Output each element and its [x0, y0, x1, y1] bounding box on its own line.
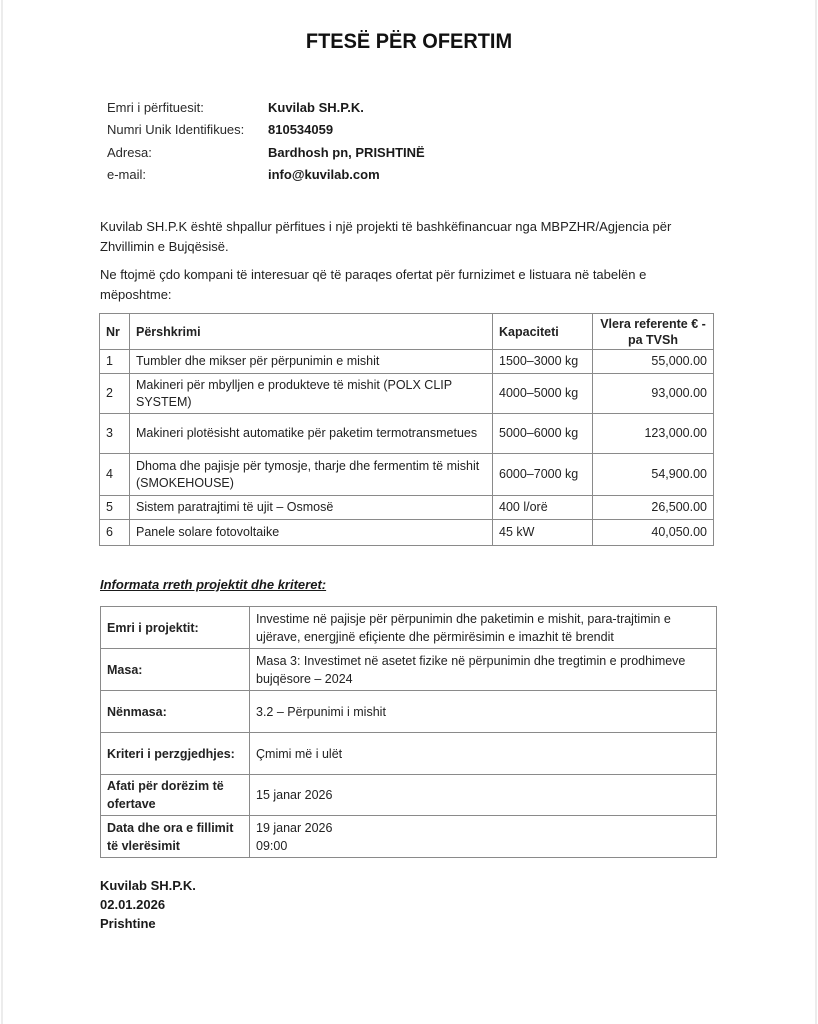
beneficiary-name-row — [107, 96, 425, 119]
signature-block — [100, 876, 196, 933]
header-value: Vlera referente € - pa TVSh — [593, 314, 714, 350]
cell-description: Sistem paratrajtimi të ujit – Osmosë — [130, 496, 493, 520]
cell-value: 15 janar 2026 — [250, 775, 717, 816]
table-row — [101, 649, 717, 691]
table-row — [100, 350, 714, 374]
table-row — [100, 454, 714, 496]
cell-capacity: 45 kW — [493, 520, 593, 546]
cell-description: Makineri plotësisht automatike për paketim termotransmetues — [130, 414, 493, 454]
header-capacity: Kapaciteti — [493, 314, 593, 350]
info-value: info@kuvilab.com — [268, 167, 380, 183]
cell-label: Emri i projektit: — [101, 607, 250, 649]
info-value: 810534059 — [268, 122, 334, 138]
beneficiary-email-row — [107, 164, 425, 187]
table-row — [101, 775, 717, 816]
cell-label: Nënmasa: — [101, 691, 250, 733]
cell-value: 54,900.00 — [593, 454, 714, 496]
cell-value: 40,050.00 — [593, 520, 714, 546]
info-label: Adresa: — [107, 144, 152, 160]
cell-label: Kriteri i perzgjedhjes: — [101, 733, 250, 775]
document-title: FTESË PËR OFERTIM — [305, 30, 513, 53]
page-edge — [1, 0, 3, 1024]
info-label: Emri i përfituesit: — [107, 99, 204, 115]
header-nr: Nr — [100, 314, 130, 350]
table-row — [101, 733, 717, 775]
beneficiary-info — [107, 96, 425, 186]
invite-paragraph: Ne ftojmë çdo kompani të interesuar që të paraqes ofertat për furnizimet e listuara në tabelën e mëposhtme: — [100, 267, 647, 302]
project-info-table — [100, 606, 717, 858]
cell-value: Investime në pajisje për përpunimin dhe paketimin e mishit, para-trajtimin e ujërave, energjinë efiçiente dhe përmirësimin e imazhit të brendit — [250, 607, 717, 649]
header-description: Përshkrimi — [130, 314, 493, 350]
cell-label: Afati për dorëzim të ofertave — [101, 775, 250, 816]
table-header-row — [100, 314, 714, 350]
footer-company: Kuvilab SH.P.K. — [100, 878, 196, 893]
cell-value: Çmimi më i ulët — [250, 733, 717, 775]
cell-nr: 5 — [100, 496, 130, 520]
cell-capacity: 6000–7000 kg — [493, 454, 593, 496]
evaluation-time: 09:00 — [256, 838, 288, 853]
info-label: e-mail: — [107, 167, 147, 183]
cell-value: Masa 3: Investimet në asetet fizike në përpunimin dhe tregtimin e prodhimeve bujqësore – 2024 — [250, 649, 717, 691]
table-row — [100, 496, 714, 520]
info-value: Kuvilab SH.P.K. — [268, 99, 364, 115]
cell-nr: 2 — [100, 374, 130, 414]
info-label: Numri Unik Identifikues: — [107, 122, 245, 138]
table-row — [100, 374, 714, 414]
cell-value: 3.2 – Përpunimi i mishit — [250, 691, 717, 733]
cell-value: 55,000.00 — [593, 350, 714, 374]
cell-capacity: 1500–3000 kg — [493, 350, 593, 374]
table-row — [101, 691, 717, 733]
cell-nr: 4 — [100, 454, 130, 496]
footer-place: Prishtine — [100, 916, 156, 931]
cell-value: 26,500.00 — [593, 496, 714, 520]
beneficiary-address-row — [107, 141, 425, 164]
cell-capacity: 400 l/orë — [493, 496, 593, 520]
cell-description: Makineri për mbylljen e produkteve të mishit (POLX CLIP SYSTEM) — [130, 374, 493, 414]
cell-value: 93,000.00 — [593, 374, 714, 414]
cell-nr: 1 — [100, 350, 130, 374]
table-row — [101, 607, 717, 649]
table-row — [101, 816, 717, 858]
info-value: Bardhosh pn, PRISHTINË — [268, 144, 425, 160]
cell-value — [250, 816, 717, 858]
page-edge — [815, 0, 817, 1024]
cell-capacity: 5000–6000 kg — [493, 414, 593, 454]
beneficiary-id-row — [107, 119, 425, 142]
cell-label: Masa: — [101, 649, 250, 691]
table-row — [100, 414, 714, 454]
table-row — [100, 520, 714, 546]
cell-capacity: 4000–5000 kg — [493, 374, 593, 414]
cell-nr: 6 — [100, 520, 130, 546]
cell-value: 123,000.00 — [593, 414, 714, 454]
footer-date: 02.01.2026 — [100, 897, 166, 912]
cell-nr: 3 — [100, 414, 130, 454]
intro-paragraph: Kuvilab SH.P.K është shpallur përfitues i një projekti të bashkëfinancuar nga MBPZHR/Agjencia për Zhvillimin e Bujqësisë. — [100, 219, 672, 254]
items-table — [99, 313, 714, 546]
evaluation-date: 19 janar 2026 — [256, 820, 333, 835]
cell-description: Dhoma dhe pajisje për tymosje, tharje dhe fermentim të mishit (SMOKEHOUSE) — [130, 454, 493, 496]
cell-description: Tumbler dhe mikser për përpunimin e mishit — [130, 350, 493, 374]
section-heading: Informata rreth projektit dhe kriteret: — [100, 577, 327, 592]
cell-label: Data dhe ora e fillimit të vlerësimit — [101, 816, 250, 858]
cell-description: Panele solare fotovoltaike — [130, 520, 493, 546]
